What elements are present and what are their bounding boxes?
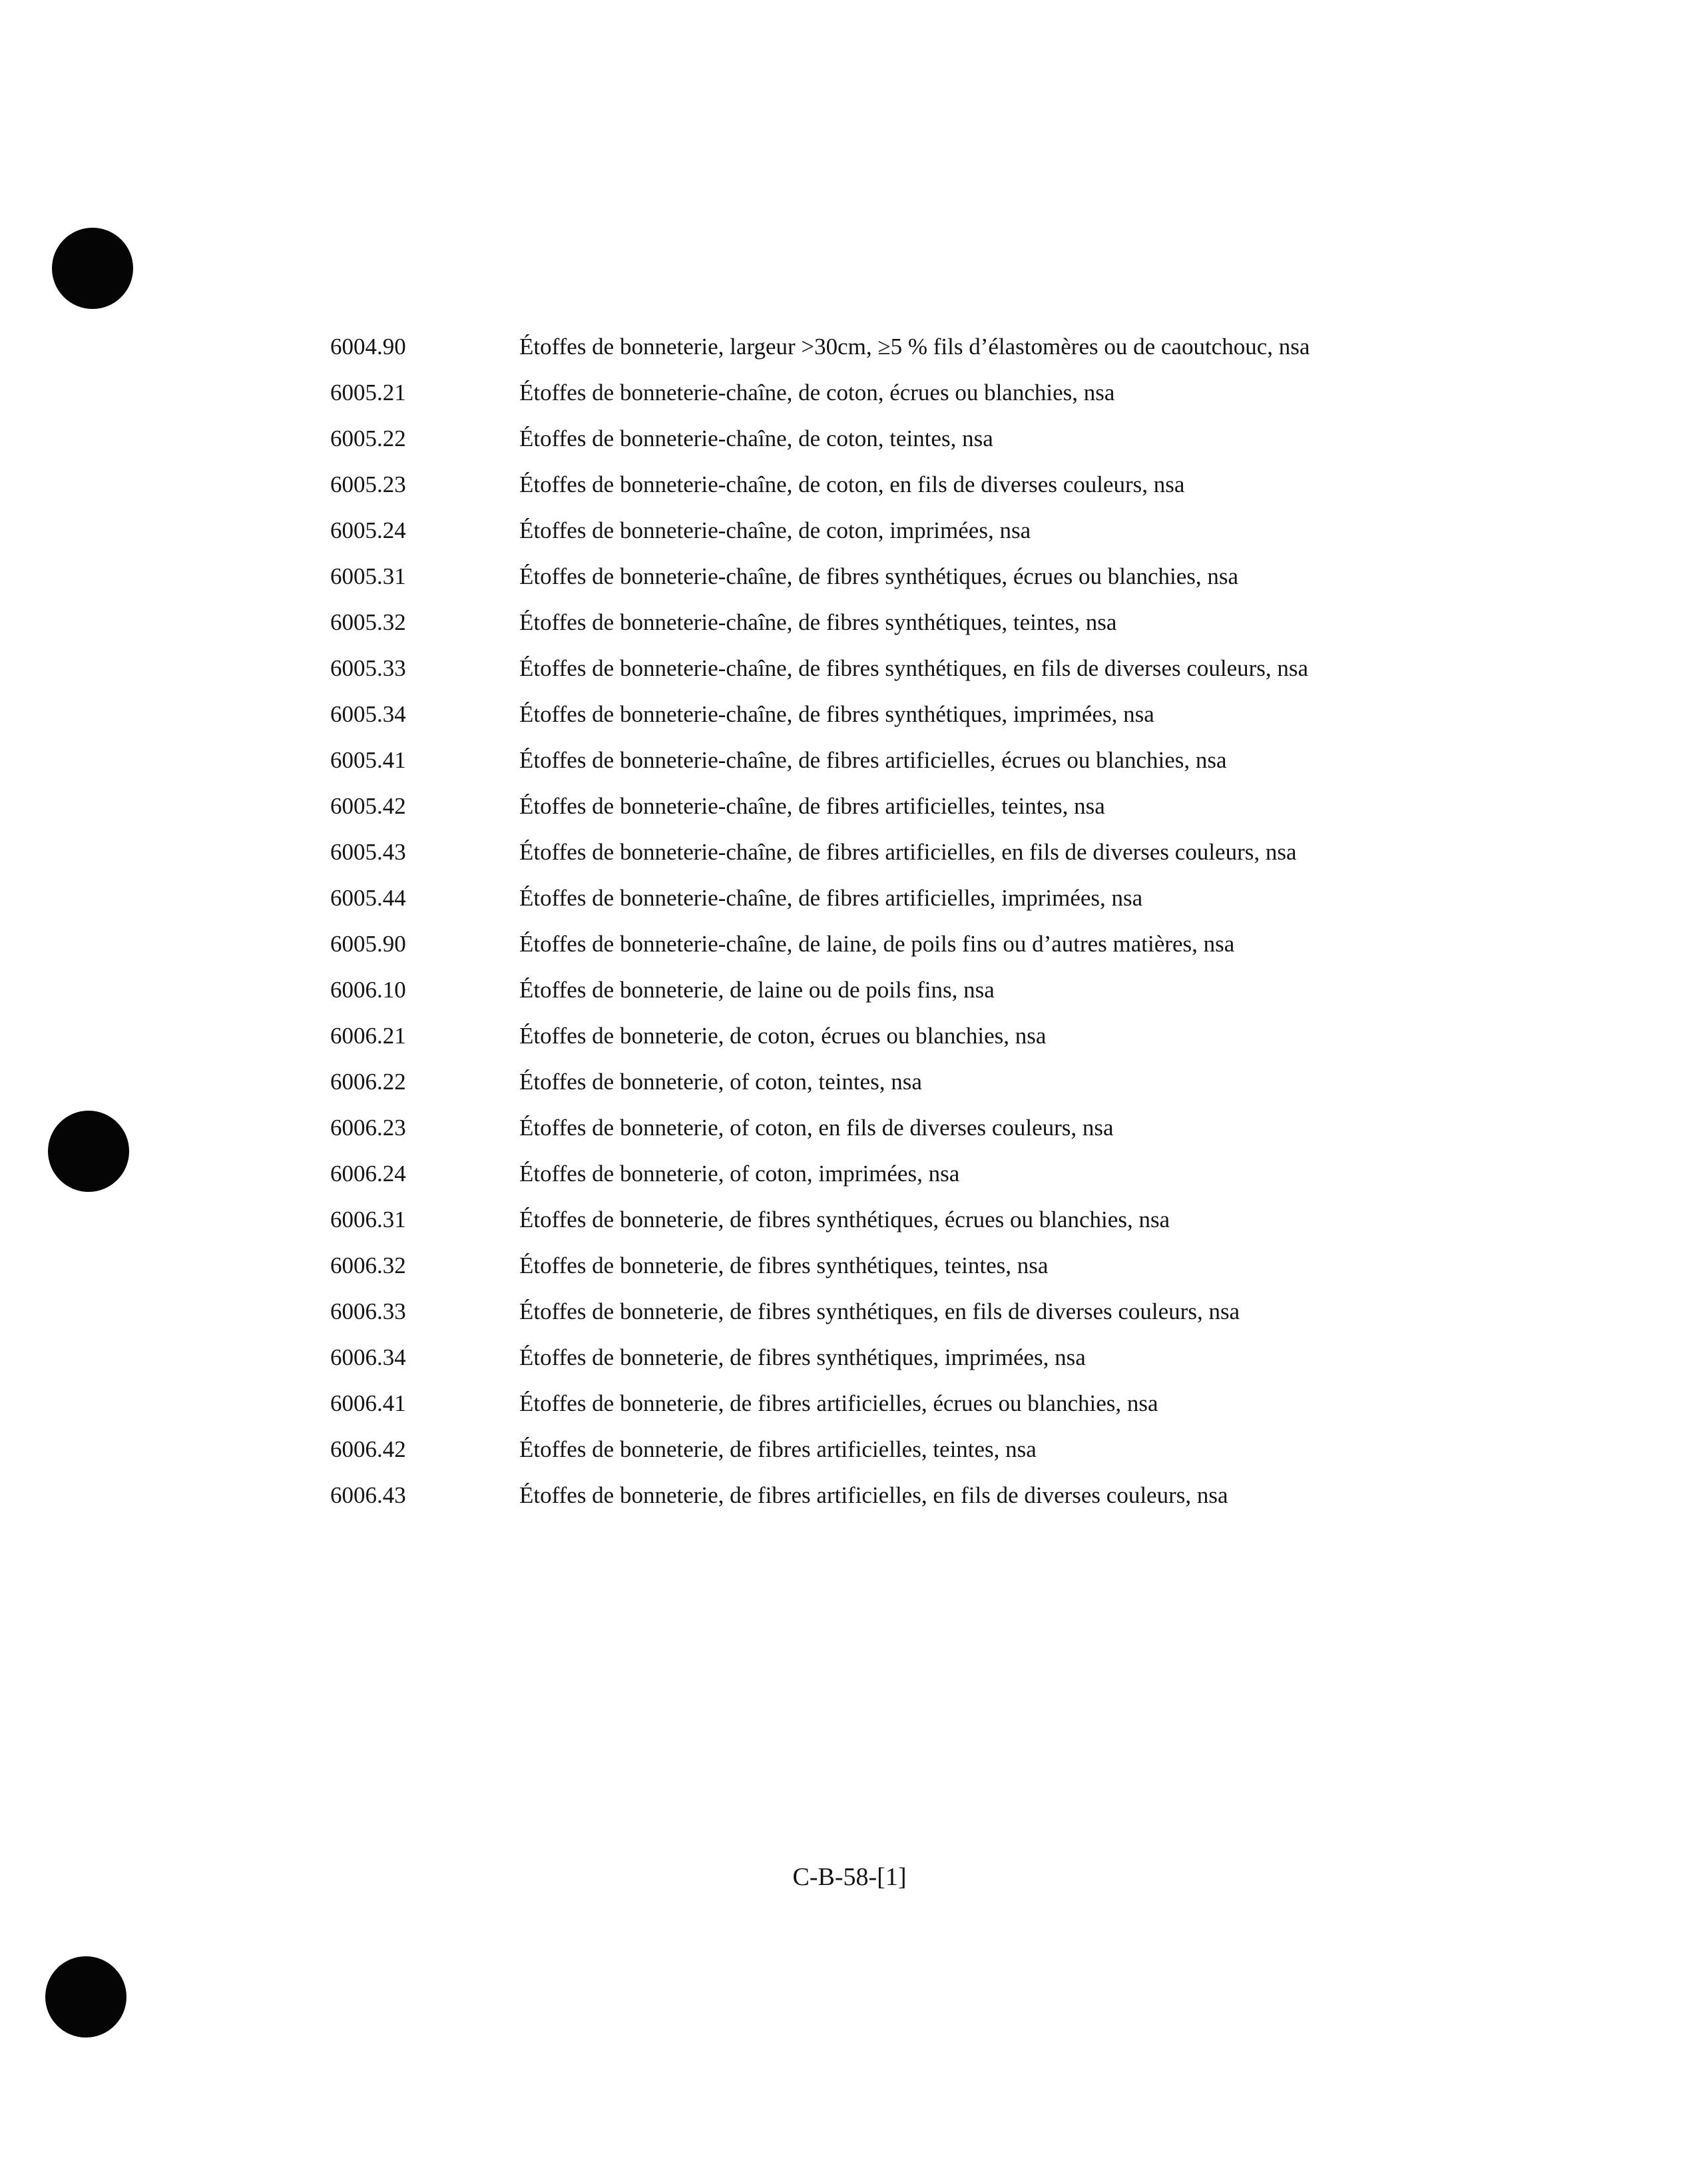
tariff-row	[330, 745, 1382, 775]
tariff-row	[330, 561, 1382, 591]
page-number: C-B-58-[1]	[792, 1863, 907, 1891]
tariff-code: 6005.41	[330, 747, 406, 773]
tariff-description: Étoffes de bonneterie, de laine ou de poils fins, nsa	[519, 977, 995, 1003]
tariff-code: 6006.34	[330, 1344, 406, 1370]
tariff-row	[330, 1021, 1382, 1051]
tariff-description: Étoffes de bonneterie-chaîne, de fibres artificielles, en fils de diverses couleurs, nsa	[519, 839, 1297, 865]
tariff-code: 6005.34	[330, 701, 406, 727]
tariff-code: 6005.32	[330, 609, 406, 635]
tariff-description: Étoffes de bonneterie-chaîne, de fibres artificielles, teintes, nsa	[519, 793, 1105, 819]
tariff-description: Étoffes de bonneterie, of coton, teintes, nsa	[519, 1069, 922, 1095]
tariff-code: 6006.41	[330, 1390, 406, 1416]
tariff-row	[330, 1434, 1382, 1464]
tariff-description: Étoffes de bonneterie, of coton, en fils de diverses couleurs, nsa	[519, 1115, 1114, 1141]
tariff-description: Étoffes de bonneterie, de fibres synthétiques, en fils de diverses couleurs, nsa	[519, 1298, 1240, 1324]
tariff-code: 6005.33	[330, 655, 406, 681]
tariff-description: Étoffes de bonneterie, de coton, écrues ou blanchies, nsa	[519, 1023, 1047, 1049]
punch-hole-middle	[48, 1111, 129, 1192]
tariff-row	[330, 1342, 1382, 1372]
tariff-description: Étoffes de bonneterie, de fibres synthétiques, imprimées, nsa	[519, 1344, 1086, 1370]
tariff-row	[330, 607, 1382, 637]
tariff-code: 6006.42	[330, 1436, 406, 1462]
tariff-row	[330, 378, 1382, 408]
tariff-row	[330, 1250, 1382, 1280]
tariff-code: 6006.23	[330, 1115, 406, 1141]
tariff-row	[330, 1067, 1382, 1097]
tariff-code: 6006.22	[330, 1069, 406, 1095]
tariff-list	[330, 332, 1382, 1526]
punch-hole-top	[52, 228, 133, 309]
tariff-description: Étoffes de bonneterie, de fibres artificielles, teintes, nsa	[519, 1436, 1037, 1462]
tariff-row	[330, 1159, 1382, 1189]
tariff-description: Étoffes de bonneterie, largeur >30cm, ≥5 % fils d’élastomères ou de caoutchouc, nsa	[519, 334, 1310, 360]
tariff-code: 6005.22	[330, 425, 406, 451]
tariff-description: Étoffes de bonneterie-chaîne, de fibres synthétiques, en fils de diverses couleurs, nsa	[519, 655, 1309, 681]
tariff-description: Étoffes de bonneterie-chaîne, de coton, écrues ou blanchies, nsa	[519, 380, 1115, 406]
tariff-code: 6006.31	[330, 1207, 406, 1232]
tariff-description: Étoffes de bonneterie-chaîne, de fibres synthétiques, écrues ou blanchies, nsa	[519, 563, 1239, 589]
tariff-description: Étoffes de bonneterie, de fibres artificielles, en fils de diverses couleurs, nsa	[519, 1482, 1228, 1508]
tariff-row	[330, 1480, 1382, 1510]
tariff-row	[330, 1205, 1382, 1234]
tariff-description: Étoffes de bonneterie, de fibres synthétiques, écrues ou blanchies, nsa	[519, 1207, 1170, 1232]
tariff-row	[330, 975, 1382, 1005]
tariff-description: Étoffes de bonneterie, of coton, imprimées, nsa	[519, 1161, 960, 1187]
tariff-row	[330, 1296, 1382, 1326]
tariff-row	[330, 423, 1382, 453]
tariff-code: 6006.33	[330, 1298, 406, 1324]
tariff-code: 6005.23	[330, 471, 406, 497]
tariff-code: 6005.42	[330, 793, 406, 819]
tariff-code: 6006.10	[330, 977, 406, 1003]
tariff-row	[330, 699, 1382, 729]
tariff-row	[330, 1388, 1382, 1418]
tariff-code: 6005.44	[330, 885, 406, 911]
tariff-description: Étoffes de bonneterie-chaîne, de coton, imprimées, nsa	[519, 517, 1031, 543]
tariff-description: Étoffes de bonneterie-chaîne, de fibres artificielles, écrues ou blanchies, nsa	[519, 747, 1227, 773]
tariff-row	[330, 653, 1382, 683]
tariff-code: 6006.43	[330, 1482, 406, 1508]
tariff-code: 6005.21	[330, 380, 406, 406]
tariff-row	[330, 929, 1382, 959]
tariff-code: 6005.31	[330, 563, 406, 589]
tariff-code: 6005.43	[330, 839, 406, 865]
tariff-code: 6006.32	[330, 1252, 406, 1278]
tariff-row	[330, 515, 1382, 545]
tariff-description: Étoffes de bonneterie-chaîne, de laine, de poils fins ou d’autres matières, nsa	[519, 931, 1235, 957]
tariff-code: 6006.21	[330, 1023, 406, 1049]
tariff-code: 6004.90	[330, 334, 406, 360]
tariff-code: 6005.24	[330, 517, 406, 543]
tariff-description: Étoffes de bonneterie-chaîne, de fibres synthétiques, teintes, nsa	[519, 609, 1117, 635]
tariff-row	[330, 469, 1382, 499]
tariff-description: Étoffes de bonneterie, de fibres artificielles, écrues ou blanchies, nsa	[519, 1390, 1158, 1416]
tariff-code: 6006.24	[330, 1161, 406, 1187]
tariff-description: Étoffes de bonneterie-chaîne, de fibres artificielles, imprimées, nsa	[519, 885, 1143, 911]
tariff-description: Étoffes de bonneterie-chaîne, de coton, en fils de diverses couleurs, nsa	[519, 471, 1185, 497]
tariff-description: Étoffes de bonneterie-chaîne, de coton, teintes, nsa	[519, 425, 993, 451]
tariff-row	[330, 1113, 1382, 1143]
tariff-description: Étoffes de bonneterie-chaîne, de fibres synthétiques, imprimées, nsa	[519, 701, 1154, 727]
tariff-code: 6005.90	[330, 931, 406, 957]
tariff-row	[330, 837, 1382, 867]
tariff-description: Étoffes de bonneterie, de fibres synthétiques, teintes, nsa	[519, 1252, 1049, 1278]
tariff-row	[330, 791, 1382, 821]
tariff-row	[330, 332, 1382, 362]
punch-hole-bottom	[45, 1956, 126, 2038]
tariff-row	[330, 883, 1382, 913]
